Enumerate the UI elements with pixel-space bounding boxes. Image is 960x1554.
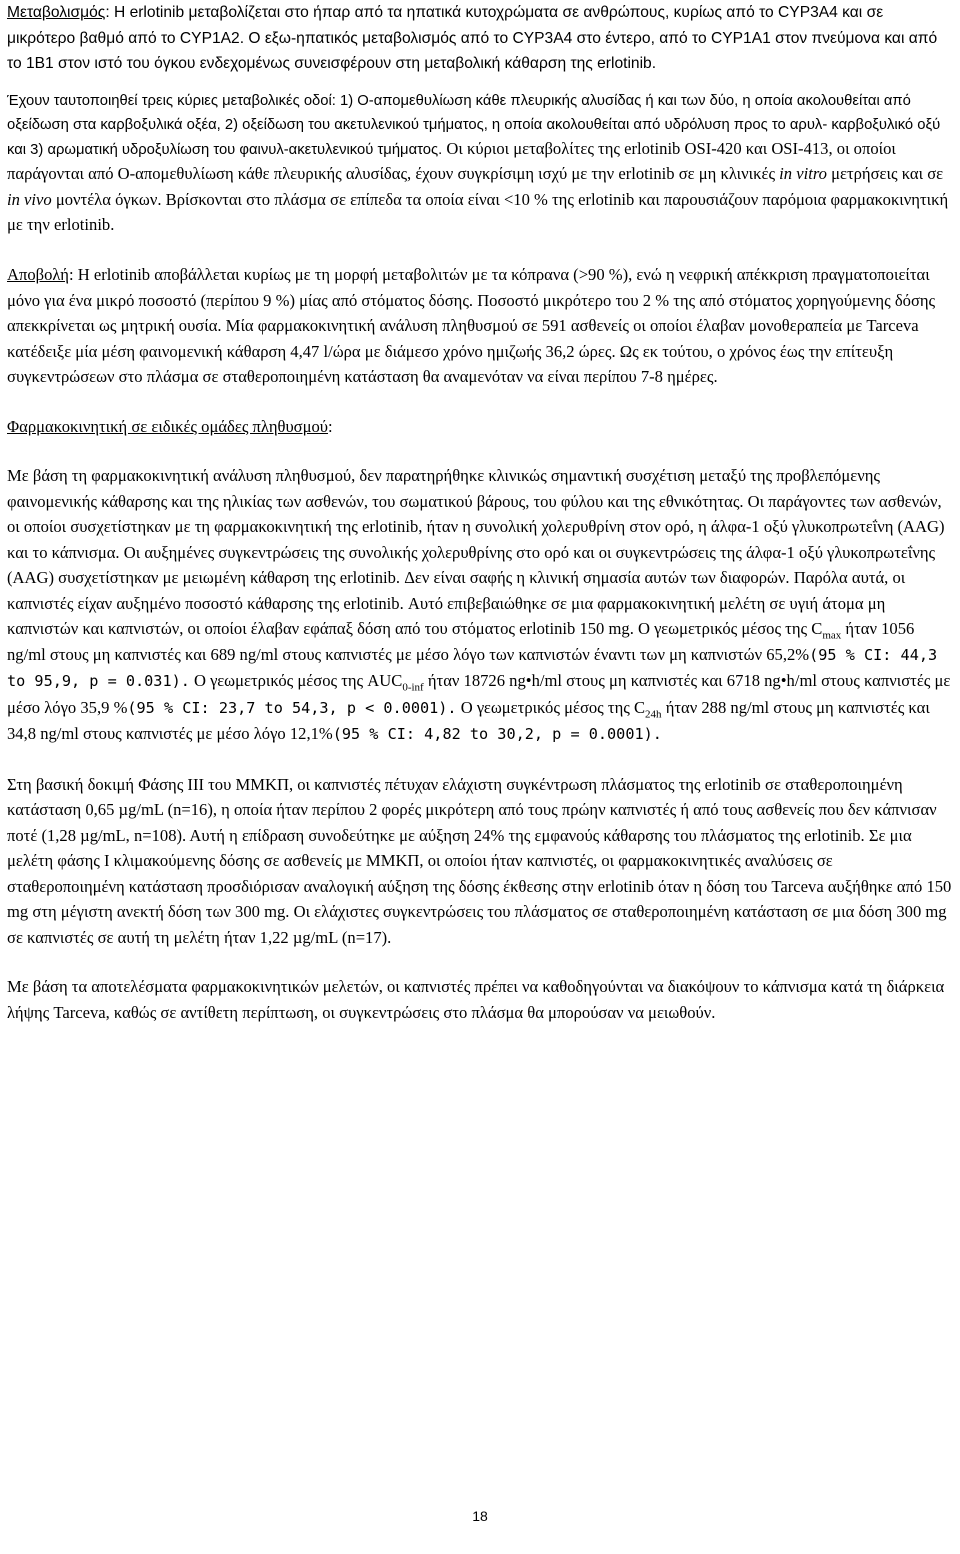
page-number: 18 bbox=[472, 1508, 488, 1524]
cmax-subscript: max bbox=[822, 629, 842, 642]
c24h-subscript: 24h bbox=[645, 708, 662, 721]
sp-p1-f: ήταν 288 ng/ml στους μη καπνιστές και 34,8 ng/ml στους καπνιστές με μέσο λόγο 12,1% bbox=[7, 697, 930, 744]
ci-2: (95 % CI: 23,7 to 54,3, p < 0.0001). bbox=[127, 698, 457, 717]
metabolism-paragraph bbox=[7, 0, 953, 77]
elimination-text: : Η erlotinib αποβάλλεται κυρίως με τη μορφή μεταβολιτών με τα κόπρανα (>90 %), ενώ η νεφρική απέκκριση πραγματοποιείται μόνο για ένα μικρό ποσοστό (περίπου 9 %) μίας από στόματος δόσης. Ποσοστό μικρότερο του 2 % της από στόματος χορηγούμενης δόσης απεκκρίνεται ως μητρική ουσία. Μία φαρμακοκινητική ανάλυση πληθυσμού σε 591 ασθενείς οι οποίοι έλαβαν μονοθεραπεία με Tarceva κατέδειξε μία μέση φαινομενική κάθαρση 4,47 l/ώρα με διάμεσο χρόνο ημιζωής 36,2 ώρες. Ως εκ τούτου, ο χρόνος έως την επίτευξη συγκεντρώσεων στο πλάσμα σε σταθεροποιημένη κατάσταση θα αναμενόταν να είναι περίπου 7-8 ημέρες. bbox=[7, 265, 936, 387]
elimination-label: Αποβολή bbox=[7, 265, 69, 285]
ci-1: (95 % CI: 44,3 to 95,9, p = 0.031). bbox=[7, 645, 938, 691]
sp-p1-d: ήταν 18726 ng•h/ml στους μη καπνιστές και 6718 ng•h/ml στους καπνιστές με μέσο λόγο 35,9 % bbox=[7, 671, 951, 717]
ci-3: (95 % CI: 4,82 to 30,2, p = 0.0001). bbox=[332, 725, 662, 744]
special-populations-heading-colon: : bbox=[328, 416, 333, 436]
pathways-paragraph bbox=[7, 89, 953, 239]
elimination-paragraph bbox=[7, 262, 953, 390]
metabolism-text: : Η erlotinib μεταβολίζεται στο ήπαρ από τα ηπατικά κυτοχρώματα σε ανθρώπους, κυρίως από το CYP3A4 και σε μικρότερο βαθμό από το CYP1A2. Ο εξω-ηπατικός μεταβολισμός από το CYP3A4 στο έντερο, από το CYP1A1 στον πνεύμονα και από το 1Β1 στον ιστό του όγκου ενδεχομένως συνεισφέρουν στη μεταβολική κάθαρση της erlotinib. bbox=[7, 4, 938, 72]
auc-subscript: 0-inf bbox=[402, 681, 424, 694]
special-populations-heading bbox=[7, 414, 953, 440]
pathways-text: Έχουν ταυτοποιηθεί τρεις κύριες μεταβολικές οδοί: 1) Ο-απομεθυλίωση κάθε πλευρικής αλυσίδας ή και των δύο, η οποία ακολουθείται από οξείδωση στα καρβοξυλικά οξέα, 2) οξείδωση του ακετυλενικού τμήματος, η οποία ακολουθείται από υδρόλυση προς το αρυλ- καρβοξυλικό οξύ και 3) αρωματική υδροξυλίωση του φαινυλ-ακετυλενικού τμήματος. bbox=[7, 92, 941, 159]
metabolites-text-b: μετρήσεις και σε bbox=[826, 164, 944, 184]
sp-p1-a: Με βάση τη φαρμακοκινητική ανάλυση πληθυσμού, δεν παρατηρήθηκε κλινικώς σημαντική συσχέτιση μεταξύ της προβλεπόμενης φαινομενικής κάθαρσης και της ηλικίας των ασθενών, του σωματικού βάρους, του φύλου και της εθνικότητας. Οι παράγοντες των ασθενών, οι οποίοι συσχετίστηκαν με τη φαρμακοκινητική της erlotinib, ήταν η συνολική χολερυθρίνη στον ορό, η άλφα-1 οξύ γλυκοπρωτεΐνη (AAG) και το κάπνισμα. Οι αυξημένες συγκεντρώσεις της συνολικής χολερυθρίνης στο ορό και οι συγκεντρώσεις της άλφα-1 οξύ γλυκοπρωτεΐνης (AAG) συσχετίστηκαν με μειωμένη κάθαρση της erlotinib. Δεν είναι σαφής η κλινική σημασία αυτών των διαφορών. Παρόλα αυτά, οι καπνιστές είχαν αυξημένο ποσοστό κάθαρσης της erlotinib. Αυτό επιβεβαιώθηκε σε μια φαρμακοκινητική μελέτη σε υγιή άτομα μη καπνιστών και καπνιστών, οι οποίοι έλαβαν εφάπαξ δόση από του στόματος erlotinib 150 mg. Ο γεωμετρικός μέσος της C bbox=[7, 466, 945, 639]
metabolism-label: Μεταβολισμός bbox=[7, 4, 106, 21]
sp-p1-c: Ο γεωμετρικός μέσος της AUC bbox=[189, 671, 403, 691]
metabolites-text-c: μοντέλα όγκων. Βρίσκονται στο πλάσμα σε επίπεδα τα οποία είναι <10 % της erlotinib και παρουσιάζουν παρόμοια φαρμακοκινητική με την erlotinib. bbox=[7, 189, 949, 234]
sp-p1-b: ήταν 1056 ng/ml στους μη καπνιστές και 689 ng/ml στους καπνιστές με μέσο λόγο των καπνιστών έναντι των μη καπνιστών 65,2% bbox=[7, 619, 915, 664]
special-populations-heading-text: Φαρμακοκινητική σε ειδικές ομάδες πληθυσμού bbox=[7, 416, 329, 436]
in-vivo-term: in vivo bbox=[7, 189, 52, 209]
special-populations-paragraph-1 bbox=[7, 463, 953, 748]
special-populations-paragraph-3: Με βάση τα αποτελέσματα φαρμακοκινητικών μελετών, οι καπνιστές πρέπει να καθοδηγούνται να διακόψουν το κάπνισμα κατά τη διάρκεια λήψης Tarceva, καθώς σε αντίθετη περίπτωση, οι συγκεντρώσεις στο πλάσμα θα μπορούσαν να μειωθούν. bbox=[7, 977, 945, 1022]
document-page bbox=[7, 0, 953, 1025]
in-vitro-term: in vitro bbox=[779, 164, 827, 184]
special-populations-paragraph-2: Στη βασική δοκιμή Φάσης ΙΙΙ του ΜΜΚΠ, οι καπνιστές πέτυχαν ελάχιστη συγκέντρωση πλάσματος της erlotinib σε σταθεροποιημένη κατάσταση 0,65 µg/mL (n=16), η οποία ήταν περίπου 2 φορές μικρότερη από τους πρώην καπνιστές ή από τους ασθενείς που δεν κάπνισαν ποτέ (1,28 µg/mL, n=108). Αυτή η επίδραση συνοδεύτηκε με αύξηση 24% της εμφανούς κάθαρσης του πλάσματος της erlotinib. Σε μια μελέτη φάσης Ι κλιμακούμενης δόσης σε ασθενείς με ΜΜΚΠ, οι οποίοι ήταν καπνιστές, οι φαρμακοκινητικές αναλύσεις σε σταθεροποιημένη κατάσταση προσδιόρισαν αναλογική αύξηση της δόσης έκθεσης στην erlotinib όταν η δόση του Tarceva αυξήθηκε από 150 mg στη μέγιστη ανεκτή δόση των 300 mg. Οι ελάχιστες συγκεντρώσεις του πλάσματος σε σταθεροποιημένη κατάσταση σε μια δόση 300 mg σε καπνιστές σε αυτή τη μελέτη ήταν 1,22 µg/mL (n=17). bbox=[7, 774, 952, 947]
sp-p1-e: Ο γεωμετρικός μέσος της C bbox=[456, 697, 646, 717]
metabolites-text-a: Οι κύριοι μεταβολίτες της erlotinib OSI-420 και OSI-413, οι οποίοι παράγονται από Ο-απομεθυλίωση κάθε πλευρικής αλυσίδας, έχουν συγκρίσιμη ισχύ με την erlotinib σε μη κλινικές bbox=[7, 139, 896, 184]
